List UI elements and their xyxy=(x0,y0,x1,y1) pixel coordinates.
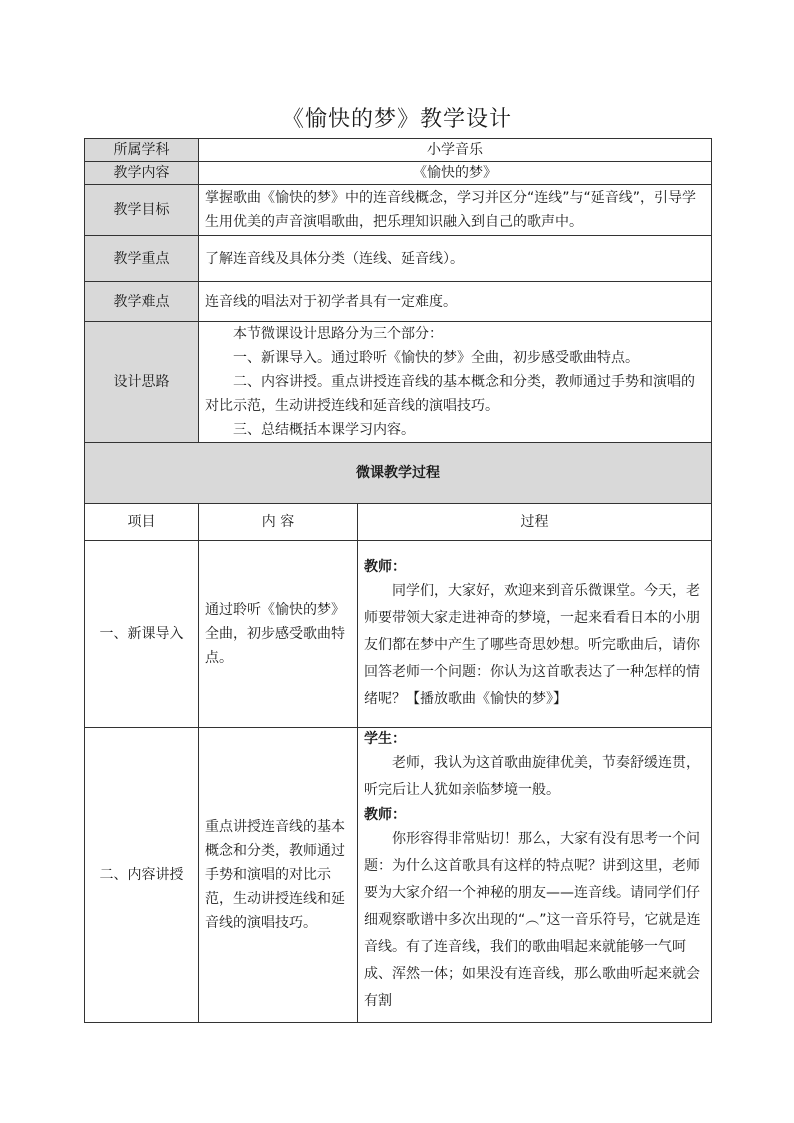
design-line: 一、新课导入。通过聆听《愉快的梦》全曲，初步感受歌曲特点。 xyxy=(233,350,639,366)
process-content: 重点讲授连音线的基本概念和分类，教师通过手势和演唱的对比示范，生动讲授连线和延音线的演唱技巧。 xyxy=(199,728,358,1023)
design-line: 三、总结概括本课学习内容。 xyxy=(233,422,415,438)
header-process: 过程 xyxy=(358,504,712,541)
speaker-label: 教师： xyxy=(364,807,406,823)
info-value: 了解连音线及具体分类（连线、延音线）。 xyxy=(199,236,712,282)
speaker-label: 学生： xyxy=(364,731,406,747)
process-item: 一、新课导入 xyxy=(85,541,199,728)
info-label: 教学内容 xyxy=(85,162,199,185)
process-dialogue xyxy=(358,728,712,1023)
info-row-content xyxy=(85,162,712,185)
speech-text: 老师，我认为这首歌曲旋律优美，节奏舒缓连贯，听完后让人犹如亲临梦境一般。 xyxy=(364,755,700,798)
info-value: 小学音乐 xyxy=(199,139,712,162)
info-row-design xyxy=(85,322,712,443)
info-row-subject xyxy=(85,139,712,162)
info-value: 《愉快的梦》 xyxy=(199,162,712,185)
info-row-key-point xyxy=(85,236,712,282)
section-banner-row xyxy=(85,443,712,504)
design-line: 二、内容讲授。重点讲授连音线的基本概念和分类，教师通过手势和演唱的对比示范，生动讲授连线和延音线的演唱技巧。 xyxy=(205,374,695,414)
info-row-difficulty xyxy=(85,282,712,322)
speech-text: 你形容得非常贴切！那么，大家有没有思考一个问题：为什么这首歌具有这样的特点呢？讲到这里，老师要为大家介绍一个神秘的朋友——连音线。请同学们仔细观察歌谱中多次出现的“︵”这一音乐符号，它就是连音线。有了连音线，我们的歌曲唱起来就能够一气呵成、浑然一体；如果没有连音线，那么歌曲听起来就会有割 xyxy=(364,831,701,1009)
process-row-teaching xyxy=(85,728,712,1023)
section-title: 微课教学过程 xyxy=(85,443,712,504)
process-content: 通过聆听《愉快的梦》全曲，初步感受歌曲特点。 xyxy=(199,541,358,728)
speech-text: 同学们，大家好，欢迎来到音乐微课堂。今天，老师要带领大家走进神奇的梦境，一起来看看日本的小朋友们都在梦中产生了哪些奇思妙想。听完歌曲后，请你回答老师一个问题：你认为这首歌表达了一种怎样的情绪呢？【播放歌曲《愉快的梦》】 xyxy=(364,582,700,707)
lesson-plan-table xyxy=(84,138,712,1023)
info-value: 掌握歌曲《愉快的梦》中的连音线概念，学习并区分“连线”与“延音线”，引导学生用优美的声音演唱歌曲，把乐理知识融入到自己的歌声中。 xyxy=(199,185,712,236)
design-lines xyxy=(199,322,712,443)
info-label: 教学难点 xyxy=(85,282,199,322)
info-label: 教学目标 xyxy=(85,185,199,236)
speaker-label: 教师： xyxy=(364,558,406,575)
info-label: 所属学科 xyxy=(85,139,199,162)
process-header-row xyxy=(85,504,712,541)
design-line: 本节微课设计思路分为三个部分： xyxy=(233,326,443,342)
info-row-objective xyxy=(85,185,712,236)
info-label: 教学重点 xyxy=(85,236,199,282)
process-item: 二、内容讲授 xyxy=(85,728,199,1023)
document-title: 《愉快的梦》教学设计 xyxy=(281,107,512,132)
info-value: 连音线的唱法对于初学者具有一定难度。 xyxy=(199,282,712,322)
process-row-intro xyxy=(85,541,712,728)
header-item: 项目 xyxy=(85,504,199,541)
info-label: 设计思路 xyxy=(85,322,199,443)
process-dialogue xyxy=(358,541,712,728)
header-content: 内 容 xyxy=(199,504,358,541)
